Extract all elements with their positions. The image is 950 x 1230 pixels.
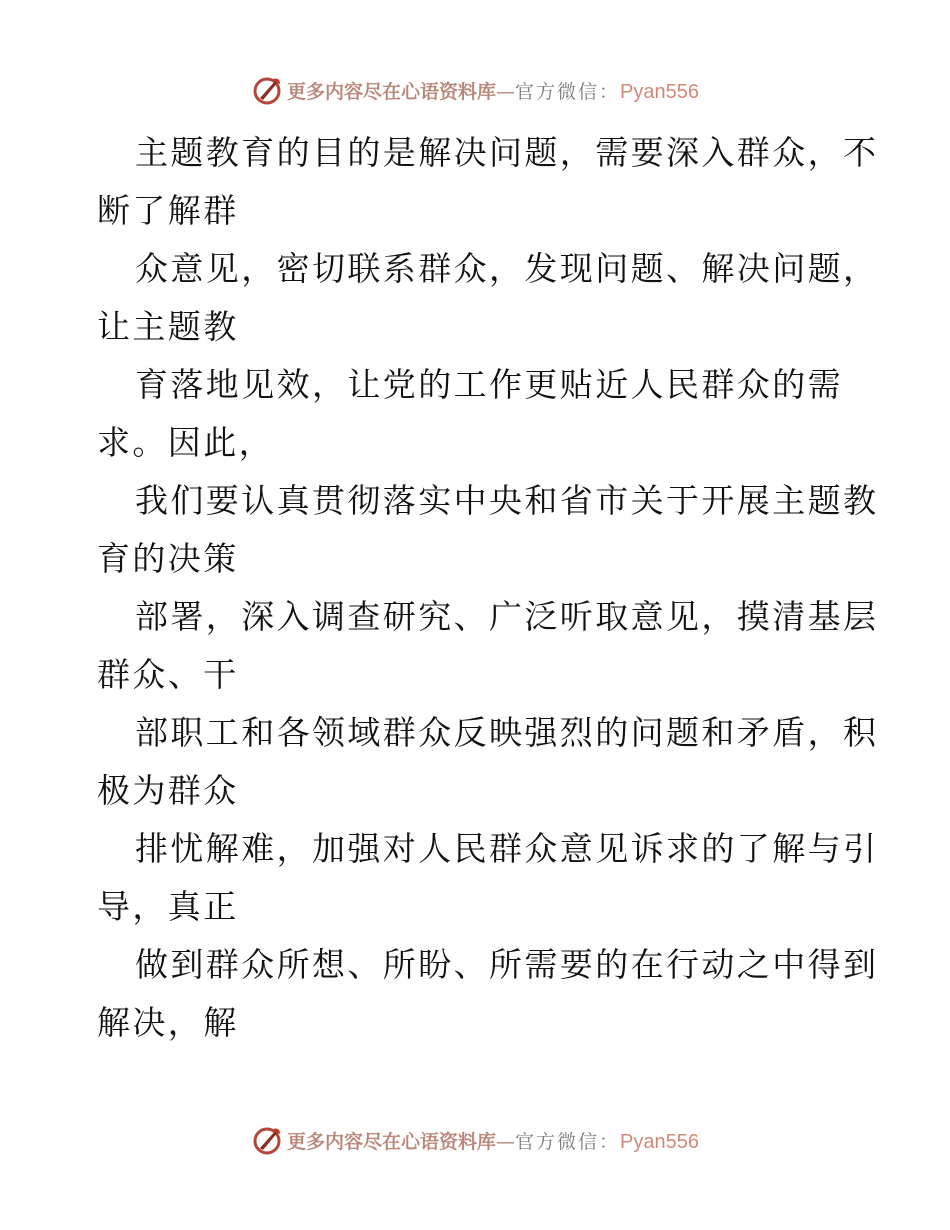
quill-pen-logo-icon: [251, 1124, 283, 1156]
paragraph-line: 育的决策: [97, 539, 239, 578]
paragraph-line: 导，真正: [97, 887, 239, 926]
paragraph-line: 部职工和各领域群众反映强烈的问题和矛盾，积: [135, 713, 879, 752]
watermark-label: 官方微信：: [515, 80, 621, 103]
watermark-wechat-id: Pyan556: [620, 80, 699, 103]
paragraph-line: 让主题教: [97, 307, 239, 346]
paragraph-line: 排忧解难，加强对人民群众意见诉求的了解与引: [135, 829, 879, 868]
watermark-label: 官方微信：: [515, 1130, 621, 1153]
document-body: [97, 124, 879, 1052]
paragraph-line: 众意见，密切联系群众，发现问题、解决问题，: [135, 249, 879, 288]
paragraph-line: 部署，深入调查研究、广泛听取意见，摸清基层: [135, 597, 879, 636]
paragraph: [97, 936, 879, 1052]
watermark-wechat-id: Pyan556: [620, 1130, 699, 1153]
header-watermark: [0, 70, 950, 110]
paragraph: [97, 124, 879, 240]
watermark-title: 更多内容尽在心语资料库: [287, 1130, 497, 1153]
quill-pen-logo-icon: [251, 74, 283, 106]
paragraph: [97, 240, 879, 356]
watermark-dash: —: [496, 80, 516, 103]
paragraph: [97, 588, 879, 704]
paragraph-line: 求。因此，: [97, 423, 274, 462]
paragraph-line: 育落地见效，让党的工作更贴近人民群众的需: [135, 365, 843, 404]
paragraph: [97, 704, 879, 820]
paragraph-line: 断了解群: [97, 191, 239, 230]
footer-watermark: [0, 1120, 950, 1160]
paragraph-line: 极为群众: [97, 771, 239, 810]
paragraph: [97, 356, 857, 472]
paragraph-line: 做到群众所想、所盼、所需要的在行动之中得到: [135, 945, 879, 984]
paragraph: [97, 472, 879, 588]
watermark-title: 更多内容尽在心语资料库: [287, 80, 497, 103]
watermark-dash: —: [496, 1130, 516, 1153]
paragraph-line: 主题教育的目的是解决问题，需要深入群众，不: [135, 133, 879, 172]
paragraph-line: 解决，解: [97, 1003, 239, 1042]
paragraph: [97, 820, 879, 936]
paragraph-line: 群众、干: [97, 655, 239, 694]
paragraph-line: 我们要认真贯彻落实中央和省市关于开展主题教: [135, 481, 879, 520]
